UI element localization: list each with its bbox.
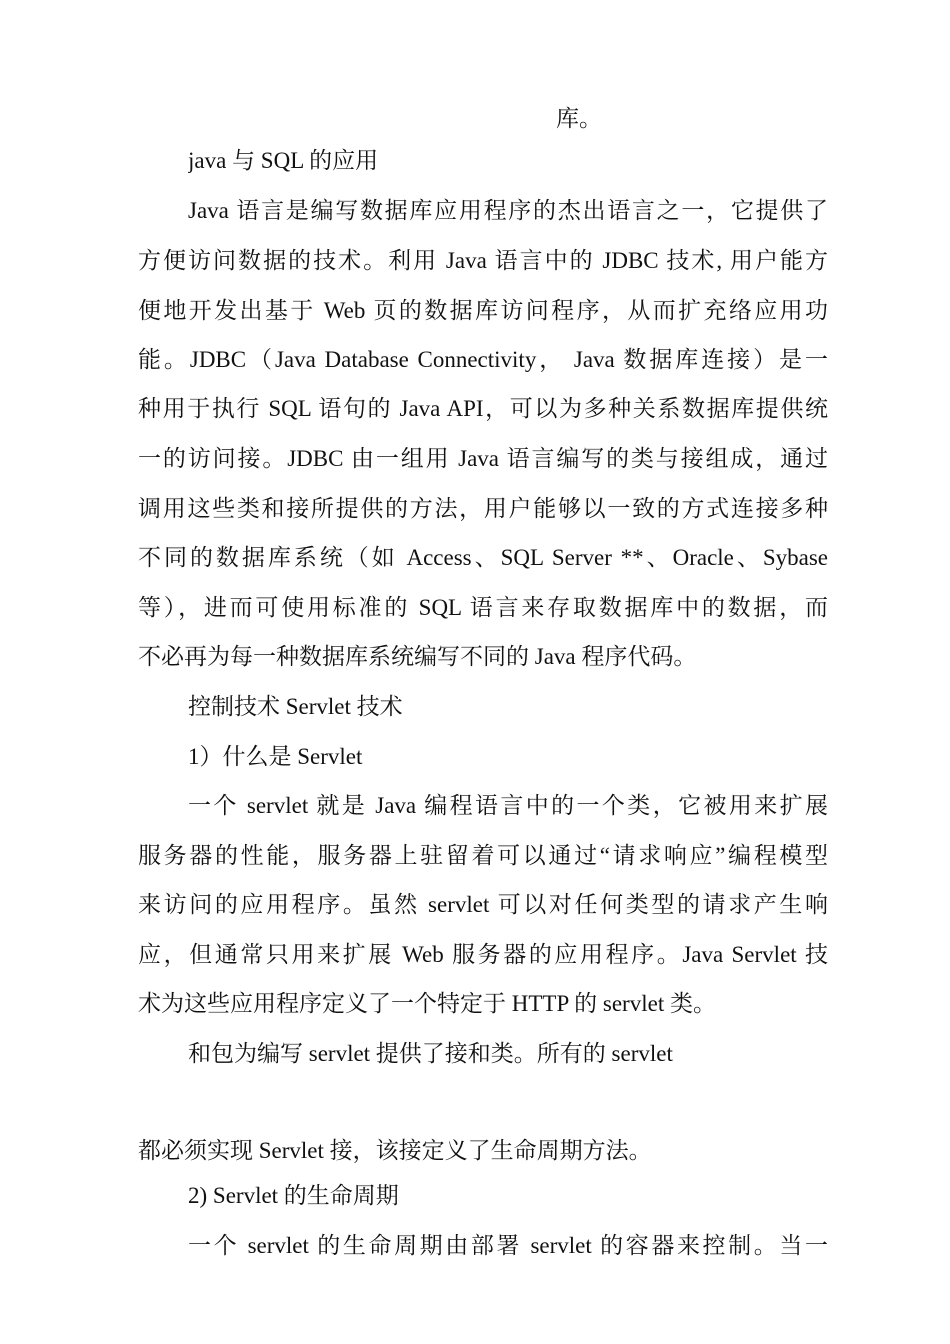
paragraph-line: 应，但通常只用来扩展 Web 服务器的应用程序。Java Servlet 技	[138, 942, 828, 967]
paragraph-line: 都必须实现 Servlet 接，该接定义了生命周期方法。	[138, 1138, 652, 1163]
heading-what-is-servlet: 1）什么是 Servlet	[188, 744, 363, 769]
paragraph-line: 一个 servlet 就是 Java 编程语言中的一个类，它被用来扩展	[188, 793, 828, 818]
paragraph-line: 种用于执行 SQL 语句的 Java API，可以为多种关系数据库提供统	[138, 396, 828, 421]
heading-servlet-lifecycle: 2) Servlet 的生命周期	[188, 1183, 399, 1208]
paragraph-line: 服务器的性能，服务器上驻留着可以通过“请求响应”编程模型	[138, 843, 828, 868]
heading-servlet-tech: 控制技术 Servlet 技术	[188, 694, 403, 719]
paragraph-line: 一个 servlet 的生命周期由部署 servlet 的容器来控制。当一	[188, 1233, 828, 1258]
paragraph-line: 便地开发出基于 Web 页的数据库访问程序，从而扩充络应用功	[138, 298, 828, 323]
heading-java-sql: java 与 SQL 的应用	[188, 148, 379, 173]
paragraph-line: Java 语言是编写数据库应用程序的杰出语言之一，它提供了	[188, 198, 828, 223]
paragraph-line: 来访问的应用程序。虽然 servlet 可以对任何类型的请求产生响	[138, 892, 828, 917]
paragraph-line: 术为这些应用程序定义了一个特定于 HTTP 的 servlet 类。	[138, 991, 716, 1016]
paragraph-line: 不同的数据库系统（如 Access、SQL Server **、Oracle、Sybase	[138, 545, 828, 570]
paragraph-line: 和包为编写 servlet 提供了接和类。所有的 servlet	[188, 1041, 673, 1066]
paragraph-line: 调用这些类和接所提供的方法，用户能够以一致的方式连接多种	[138, 496, 828, 521]
paragraph-line: 等），进而可使用标准的 SQL 语言来存取数据库中的数据，而	[138, 595, 828, 620]
paragraph-line: 不必再为每一种数据库系统编写不同的 Java 程序代码。	[138, 644, 697, 669]
text-line-continuation: 库。	[556, 106, 602, 131]
paragraph-line: 一的访问接。JDBC 由一组用 Java 语言编写的类与接组成，通过	[138, 446, 828, 471]
paragraph-line: 方便访问数据的技术。利用 Java 语言中的 JDBC 技术, 用户能方	[138, 248, 828, 273]
paragraph-line: 能。JDBC（Java Database Connectivity， Java 数据库连接）是一	[138, 347, 828, 372]
